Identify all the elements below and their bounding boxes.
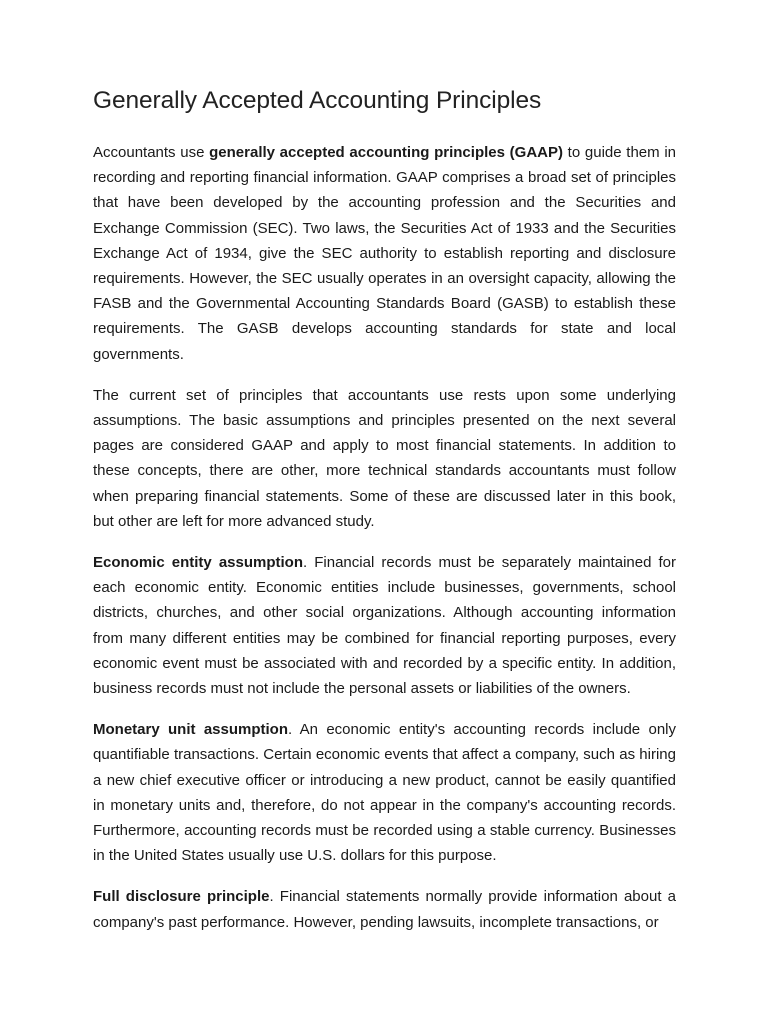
paragraph-text: to guide them in recording and reporting financial information. GAAP comprises a broad set of principles that have been developed by the accounting profession and the Securities and Exchange Commission (SEC). Two laws, the Securities Act of 1933 and the Securities Exchange Act of 1934, give the SEC authority to establish reporting and disclosure requirements. However, the SEC usually operates in an oversight capacity, allowing the FASB and the Governmental Accounting Standards Board (GASB) to establish these requirements. The GASB develops accounting standards for state and local governments.	[93, 144, 676, 363]
paragraph-text: . An economic entity's accounting records include only quantifiable transactions. Certain economic events that affect a company, such as hiring a new chief executive officer or introducing a new product, cannot be easily quantified in monetary units and, therefore, do not appear in the company's accounting records. Furthermore, accounting records must be recorded using a stable currency. Businesses in the United States usually use U.S. dollars for this purpose.	[93, 721, 676, 865]
term-full-disclosure: Full disclosure principle	[93, 888, 270, 906]
document-page	[93, 84, 676, 951]
paragraph-economic-entity	[93, 550, 676, 701]
paragraph-text: Accountants use	[93, 144, 210, 161]
term-economic-entity: Economic entity assumption	[93, 554, 304, 572]
page-title: Generally Accepted Accounting Principles	[93, 87, 542, 114]
paragraph-text: . Financial records must be separately maintained for each economic entity. Economic entities include businesses, governments, school districts, churches, and other social organizations. Although accounting information from many different entities may be combined for financial reporting purposes, every economic event must be associated with and recorded by a specific entity. In addition, business records must not include the personal assets or liabilities of the owners.	[93, 554, 677, 698]
paragraph-monetary-unit	[93, 717, 676, 868]
term-gaap: generally accepted accounting principles (GAAP)	[209, 144, 563, 161]
paragraph-text: . Financial statements normally provide information about a company's past performance. However, pending lawsuits, incomplete transactions, or	[93, 888, 676, 931]
paragraph-assumptions	[93, 383, 676, 534]
paragraph-gaap-intro	[93, 140, 676, 367]
term-monetary-unit: Monetary unit assumption	[93, 721, 288, 739]
paragraph-text: The current set of principles that accountants use rests upon some underlying assumptions. The basic assumptions and principles presented on the next several pages are considered GAAP and apply to most financial statements. In addition to these concepts, there are other, more technical standards accountants must follow when preparing financial statements. Some of these are discussed later in this book, but other are left for more advanced study.	[93, 386, 676, 530]
paragraph-full-disclosure	[93, 884, 676, 934]
